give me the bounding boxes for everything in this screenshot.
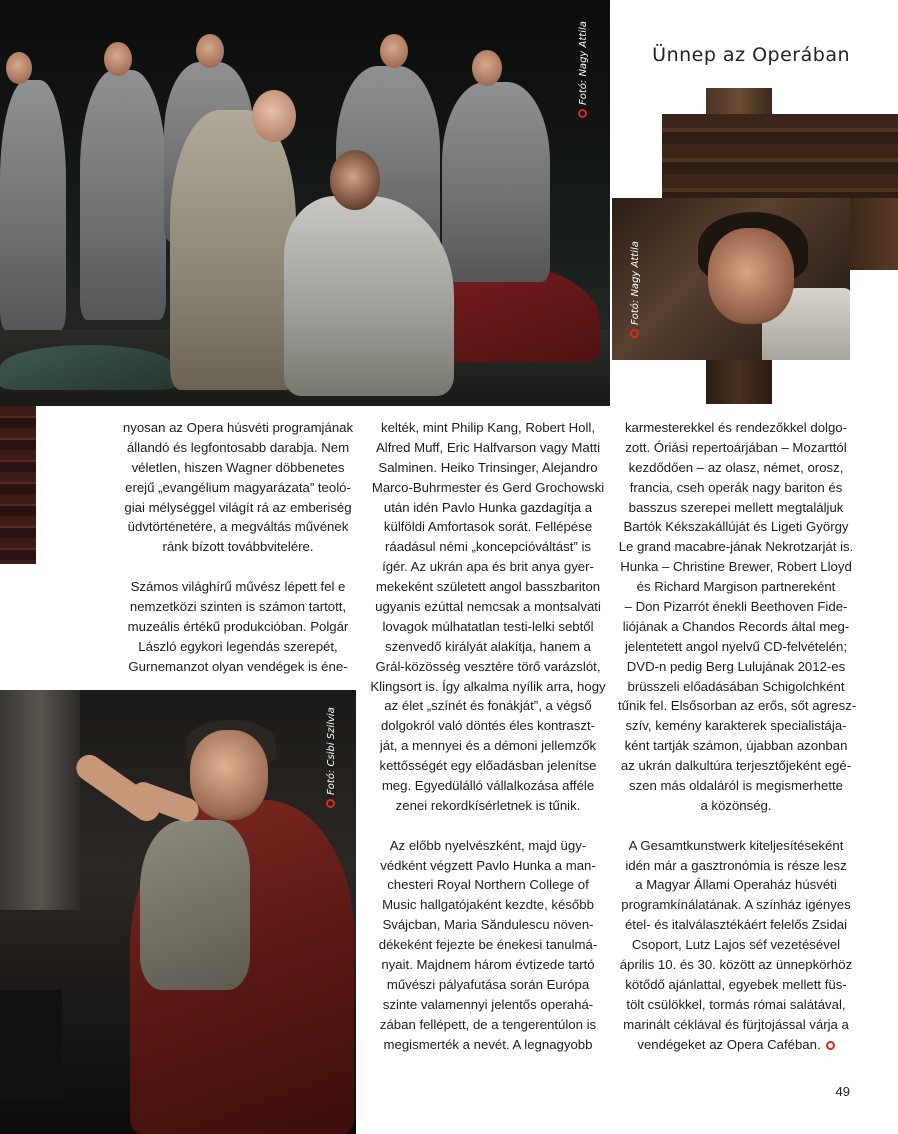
text-line: kettősségét egy előadásban jelenítse bbox=[379, 758, 597, 774]
end-mark-icon bbox=[826, 1041, 835, 1050]
text-line: zenei rekordkísérletnek is tűnik. bbox=[395, 797, 581, 813]
text-line: László egykori legendás szerepét, bbox=[138, 638, 338, 654]
text-line: – Don Pizarrót énekli Beethoven Fide- bbox=[624, 599, 848, 615]
text-line: liójának a Chandos Records által meg- bbox=[622, 618, 850, 634]
credit-ring-icon bbox=[630, 329, 639, 338]
main-stage-photo bbox=[0, 0, 610, 406]
knight-head bbox=[472, 50, 502, 86]
text-line: a Magyar Állami Operaház húsvéti bbox=[635, 877, 837, 893]
text-line: basszus szerepei mellett megtaláljuk bbox=[628, 499, 844, 515]
text-line: dékeként fejezte be énekesi tanulmá- bbox=[378, 937, 598, 953]
text-line: chesteri Royal Northern College of bbox=[387, 877, 589, 893]
text-line: marinált céklával és fürjtojással várja a bbox=[623, 1016, 849, 1032]
text-line: jelentetett angol nyelvű CD-felvételén; bbox=[624, 638, 848, 654]
page-title: Ünnep az Operában bbox=[652, 44, 850, 66]
photo-credit: Fotó: Nagy Attila bbox=[630, 241, 641, 338]
text-line: ráadásul némi „koncepcióváltást” is bbox=[385, 539, 591, 555]
credit-ring-icon bbox=[578, 109, 587, 118]
text-line: üdvtörténetére, a megváltás művének bbox=[127, 519, 349, 535]
text-line: lovagok múlhatatlan testi-lelki sebtől bbox=[382, 618, 594, 634]
photo-credit: Fotó: Csibi Szilvia bbox=[326, 707, 337, 808]
text-line: giai mélységgel világít rá az emberiség bbox=[124, 499, 352, 515]
kneeling-head bbox=[330, 150, 380, 210]
text-line: programkínálatának. A színház igényes bbox=[621, 897, 851, 913]
text-line: Grál-közösség vesztére törő varázslót, bbox=[375, 658, 601, 674]
text-line: tölt csülökkel, tormás római salátával, bbox=[626, 996, 846, 1012]
text-line: muzeális értékű produkcióban. Polgár bbox=[127, 618, 349, 634]
text-line: kelték, mint Philip Kang, Robert Holl, bbox=[380, 420, 596, 435]
kneeling-figure bbox=[284, 196, 454, 396]
text-line: szen más oldaláról is megismerhette bbox=[628, 778, 844, 794]
text-line: Klingsort is. Így alkalma nyílik arra, hogy bbox=[370, 678, 606, 694]
decor-block bbox=[706, 360, 772, 404]
decor-block bbox=[706, 88, 772, 114]
text-line: a közönség. bbox=[700, 797, 772, 813]
text-line: étel- és italválasztékáért felelős Zsidai bbox=[624, 917, 848, 933]
text-line: szív, kemény karakterek specialistája- bbox=[625, 718, 847, 734]
paragraph-gap bbox=[120, 557, 356, 577]
text-line: Salminen. Heiko Trinsinger, Alejandro bbox=[378, 459, 598, 475]
knight-head bbox=[380, 34, 408, 68]
paragraph-gap bbox=[370, 816, 606, 836]
text-line: ját, a mennyei és a démoni jellemzők bbox=[379, 738, 597, 754]
text-line: az élet „színét és fonákját”, a végső bbox=[384, 698, 592, 714]
page-number: 49 bbox=[835, 1084, 850, 1099]
text-line: zott. Óriási repertoárjában – Mozarttól bbox=[625, 439, 847, 455]
text-line: Hunka – Christine Brewer, Robert Lloyd bbox=[620, 559, 852, 575]
text-column-1 bbox=[120, 418, 356, 677]
text-line: Svájcban, Maria Săndulescu növen- bbox=[382, 917, 594, 933]
text-line: Az előbb nyelvészként, majd ügy- bbox=[389, 837, 587, 853]
knight-figure bbox=[442, 82, 550, 282]
text-line: külföldi Amfortasok sorát. Fellépése bbox=[383, 519, 593, 535]
knight-figure bbox=[80, 70, 166, 320]
text-line: Bartók Kékszakállúját és Ligeti György bbox=[623, 519, 849, 535]
old-man-figure bbox=[170, 110, 296, 390]
text-line: Számos világhírű művész lépett fel e bbox=[130, 579, 346, 595]
decor-block bbox=[0, 406, 36, 564]
text-line: nyosan az Opera húsvéti programjának bbox=[122, 420, 354, 435]
text-line: az ukrán dalkultúra terjesztőjeként egé- bbox=[620, 758, 852, 774]
detail-face bbox=[708, 228, 794, 324]
text-line: francia, cseh operák nagy bariton és bbox=[629, 479, 843, 495]
singer-cloak bbox=[140, 820, 250, 990]
text-line: után idén Pavlo Hunka gazdagítja a bbox=[383, 499, 593, 515]
text-line: védként végzett Pavlo Hunka a man- bbox=[380, 857, 596, 873]
text-line: brüsszeli előadásában Schigolchként bbox=[627, 678, 845, 694]
text-line: ránk bízott továbbvitelére. bbox=[162, 539, 314, 555]
text-line: Csoport, Lutz Lajos séf vezetésével bbox=[631, 937, 841, 953]
text-line: meg. Egyedülálló vállalkozása afféle bbox=[381, 778, 595, 794]
text-line: idén már a gasztronómia is része lesz bbox=[625, 857, 847, 873]
text-line: DVD-n pedig Berg Lulujának 2012-es bbox=[626, 658, 846, 674]
text-line: karmesterekkel és rendezőkkel dolgo- bbox=[624, 420, 848, 435]
text-line: és Richard Margison partnereként bbox=[636, 579, 836, 595]
text-line: művészi pályafutása során Európa bbox=[386, 976, 590, 992]
old-man-head bbox=[252, 90, 296, 142]
text-line: kezdődően – az olasz, német, orosz, bbox=[628, 459, 844, 475]
text-line: Gurnemanzot olyan vendégek is éne- bbox=[128, 658, 348, 674]
text-line: zában fellépett, de a tengerentúlon is bbox=[379, 1016, 597, 1032]
text-line: Music hallgatójaként kezdte, később bbox=[382, 897, 594, 913]
text-line: Le grand macabre-jának Nekrotzarját is. bbox=[618, 539, 854, 555]
decor-block bbox=[850, 198, 898, 270]
text-line: dolgokról való döntés éles kontraszt- bbox=[380, 718, 596, 734]
text-line: szenvedő királyát alakítja, hanem a bbox=[385, 638, 591, 654]
text-line: tűnik fel. Elsősorban az erős, sőt agresz- bbox=[618, 698, 857, 714]
knight-head bbox=[196, 34, 224, 68]
text-line: nyait. Majdnem három évtizede tartó bbox=[381, 957, 595, 973]
text-line: Marco-Buhrmester és Gerd Grochowski bbox=[371, 479, 605, 495]
text-line: mekeként született angol basszbariton bbox=[375, 579, 601, 595]
bottom-singer-photo bbox=[0, 690, 356, 1134]
knight-head bbox=[6, 52, 32, 84]
knight-figure bbox=[0, 80, 66, 330]
text-line: ként tartják számon, újabban azonban bbox=[624, 738, 848, 754]
text-line: vendégeket az Opera Caféban. bbox=[618, 1035, 854, 1055]
text-column-3 bbox=[618, 418, 857, 1055]
knight-head bbox=[104, 42, 132, 76]
decor-block bbox=[662, 114, 898, 200]
text-line: megismerték a nevét. A legnagyobb bbox=[383, 1036, 593, 1052]
text-line: ígér. Az ukrán apa és brit anya gyer- bbox=[382, 559, 594, 575]
photo-credit: Fotó: Nagy Attila bbox=[578, 21, 589, 118]
stage-column bbox=[0, 690, 80, 910]
text-line: ugyanis ezúttal nemcsak a montsalvati bbox=[375, 599, 601, 615]
text-line: kötődő ajánlattal, egyebek mellett füs- bbox=[625, 976, 847, 992]
text-line: nemzetközi szinten is számon tartott, bbox=[129, 599, 347, 615]
credit-ring-icon bbox=[326, 799, 335, 808]
text-line: Alfred Muff, Eric Halfvarson vagy Matti bbox=[375, 439, 601, 455]
text-line: április 10. és 30. között az ünnepkörhöz bbox=[619, 957, 853, 973]
text-line: erejű „evangélium magyarázata” teoló- bbox=[125, 479, 351, 495]
green-cloth bbox=[0, 345, 175, 390]
paragraph-gap bbox=[618, 816, 854, 836]
text-column-2 bbox=[370, 418, 606, 1055]
text-line: véletlen, hiszen Wagner döbbenetes bbox=[131, 459, 345, 475]
text-line: A Gesamtkunstwerk kiteljesítéseként bbox=[628, 837, 844, 853]
singer-face bbox=[190, 730, 268, 820]
text-line: állandó és legfontosabb darabja. Nem bbox=[126, 439, 350, 455]
detail-portrait-photo bbox=[612, 198, 850, 360]
stage-block bbox=[0, 990, 62, 1100]
text-line: szinte valamennyi jelentős operahá- bbox=[382, 996, 594, 1012]
